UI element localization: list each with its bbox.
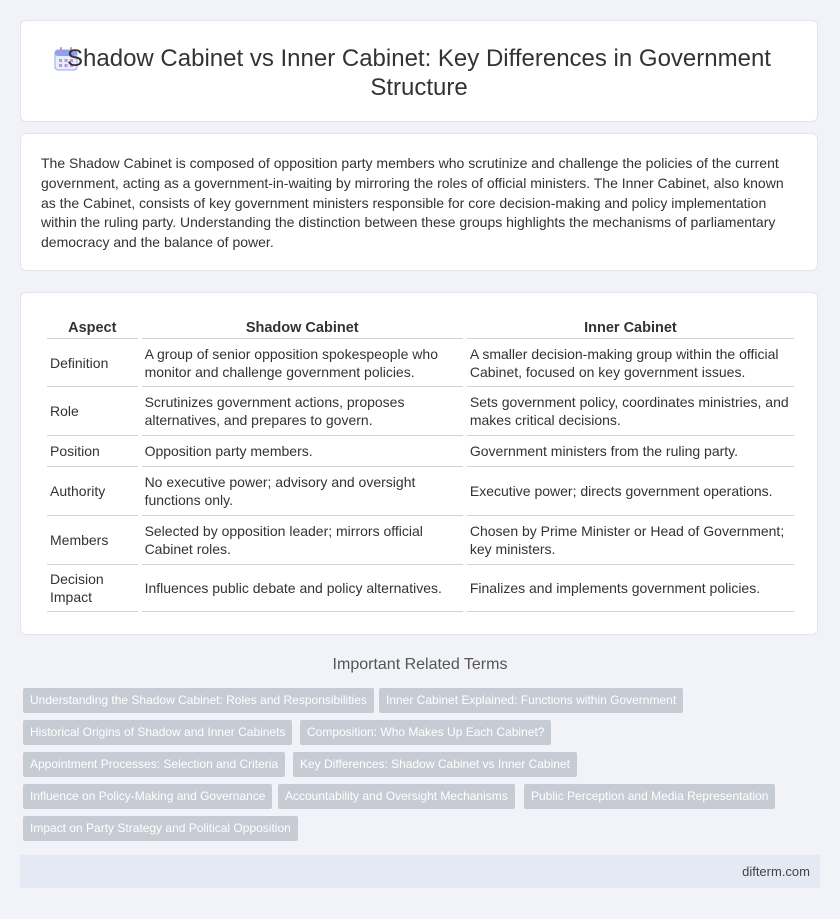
footer-site-link[interactable]: difterm.com <box>742 864 810 879</box>
comparison-table <box>43 316 798 612</box>
aspect-cell: Authority <box>47 467 138 516</box>
related-term-tag[interactable]: Inner Cabinet Explained: Functions within Government <box>379 688 683 713</box>
table-row <box>47 516 794 565</box>
inner-cell: Sets government policy, coordinates ministries, and makes critical decisions. <box>467 387 794 436</box>
aspect-cell: Decision Impact <box>47 565 138 612</box>
shadow-cell: Scrutinizes government actions, proposes alternatives, and prepares to govern. <box>142 387 463 436</box>
related-term-tag[interactable]: Impact on Party Strategy and Political Opposition <box>23 816 298 841</box>
header-shadow-cabinet: Shadow Cabinet <box>142 316 463 339</box>
shadow-cell: Opposition party members. <box>142 436 463 467</box>
comparison-table-card <box>20 292 818 635</box>
inner-cell: Finalizes and implements government policies. <box>467 565 794 612</box>
related-term-tag[interactable]: Influence on Policy-Making and Governance <box>23 784 272 809</box>
inner-cell: Government ministers from the ruling party. <box>467 436 794 467</box>
inner-cell: A smaller decision-making group within the official Cabinet, focused on key government issues. <box>467 339 794 387</box>
shadow-cell: Selected by opposition leader; mirrors official Cabinet roles. <box>142 516 463 565</box>
related-term-tag[interactable]: Public Perception and Media Representation <box>524 784 775 809</box>
header-card <box>20 20 818 122</box>
header-inner-cabinet: Inner Cabinet <box>467 316 794 339</box>
table-row <box>47 565 794 612</box>
table-row <box>47 387 794 436</box>
table-row <box>47 339 794 387</box>
inner-cell: Executive power; directs government operations. <box>467 467 794 516</box>
aspect-cell: Role <box>47 387 138 436</box>
aspect-cell: Members <box>47 516 138 565</box>
inner-cell: Chosen by Prime Minister or Head of Government; key ministers. <box>467 516 794 565</box>
related-term-tag[interactable]: Composition: Who Makes Up Each Cabinet? <box>300 720 551 745</box>
table-row <box>47 436 794 467</box>
related-term-tag[interactable]: Key Differences: Shadow Cabinet vs Inner Cabinet <box>293 752 577 777</box>
intro-paragraph: The Shadow Cabinet is composed of opposition party members who scrutinize and challenge the policies of the current government, acting as a government-in-waiting by mirroring the roles of official ministers. The Inner Cabinet, also known as the Cabinet, consists of key government ministers responsible for core decision-making and policy implementation within the ruling party. Understanding the distinction between these groups highlights the mechanisms of parliamentary democracy and the balance of power. <box>41 155 784 251</box>
shadow-cell: Influences public debate and policy alternatives. <box>142 565 463 612</box>
aspect-cell: Position <box>47 436 138 467</box>
related-term-tag[interactable]: Accountability and Oversight Mechanisms <box>278 784 515 809</box>
shadow-cell: A group of senior opposition spokespeople who monitor and challenge government policies. <box>142 339 463 387</box>
related-term-tag[interactable]: Appointment Processes: Selection and Criteria <box>23 752 285 777</box>
table-row <box>47 467 794 516</box>
related-term-tag[interactable]: Historical Origins of Shadow and Inner Cabinets <box>23 720 292 745</box>
shadow-cell: No executive power; advisory and oversight functions only. <box>142 467 463 516</box>
header-aspect: Aspect <box>47 316 138 339</box>
footer <box>20 855 820 888</box>
table-header-row <box>47 316 794 339</box>
intro-card <box>20 133 818 271</box>
related-terms-title: Important Related Terms <box>332 656 508 673</box>
aspect-cell: Definition <box>47 339 138 387</box>
page-title: Shadow Cabinet vs Inner Cabinet: Key Differences in Government Structure <box>67 45 771 101</box>
related-term-tag[interactable]: Understanding the Shadow Cabinet: Roles and Responsibilities <box>23 688 374 713</box>
